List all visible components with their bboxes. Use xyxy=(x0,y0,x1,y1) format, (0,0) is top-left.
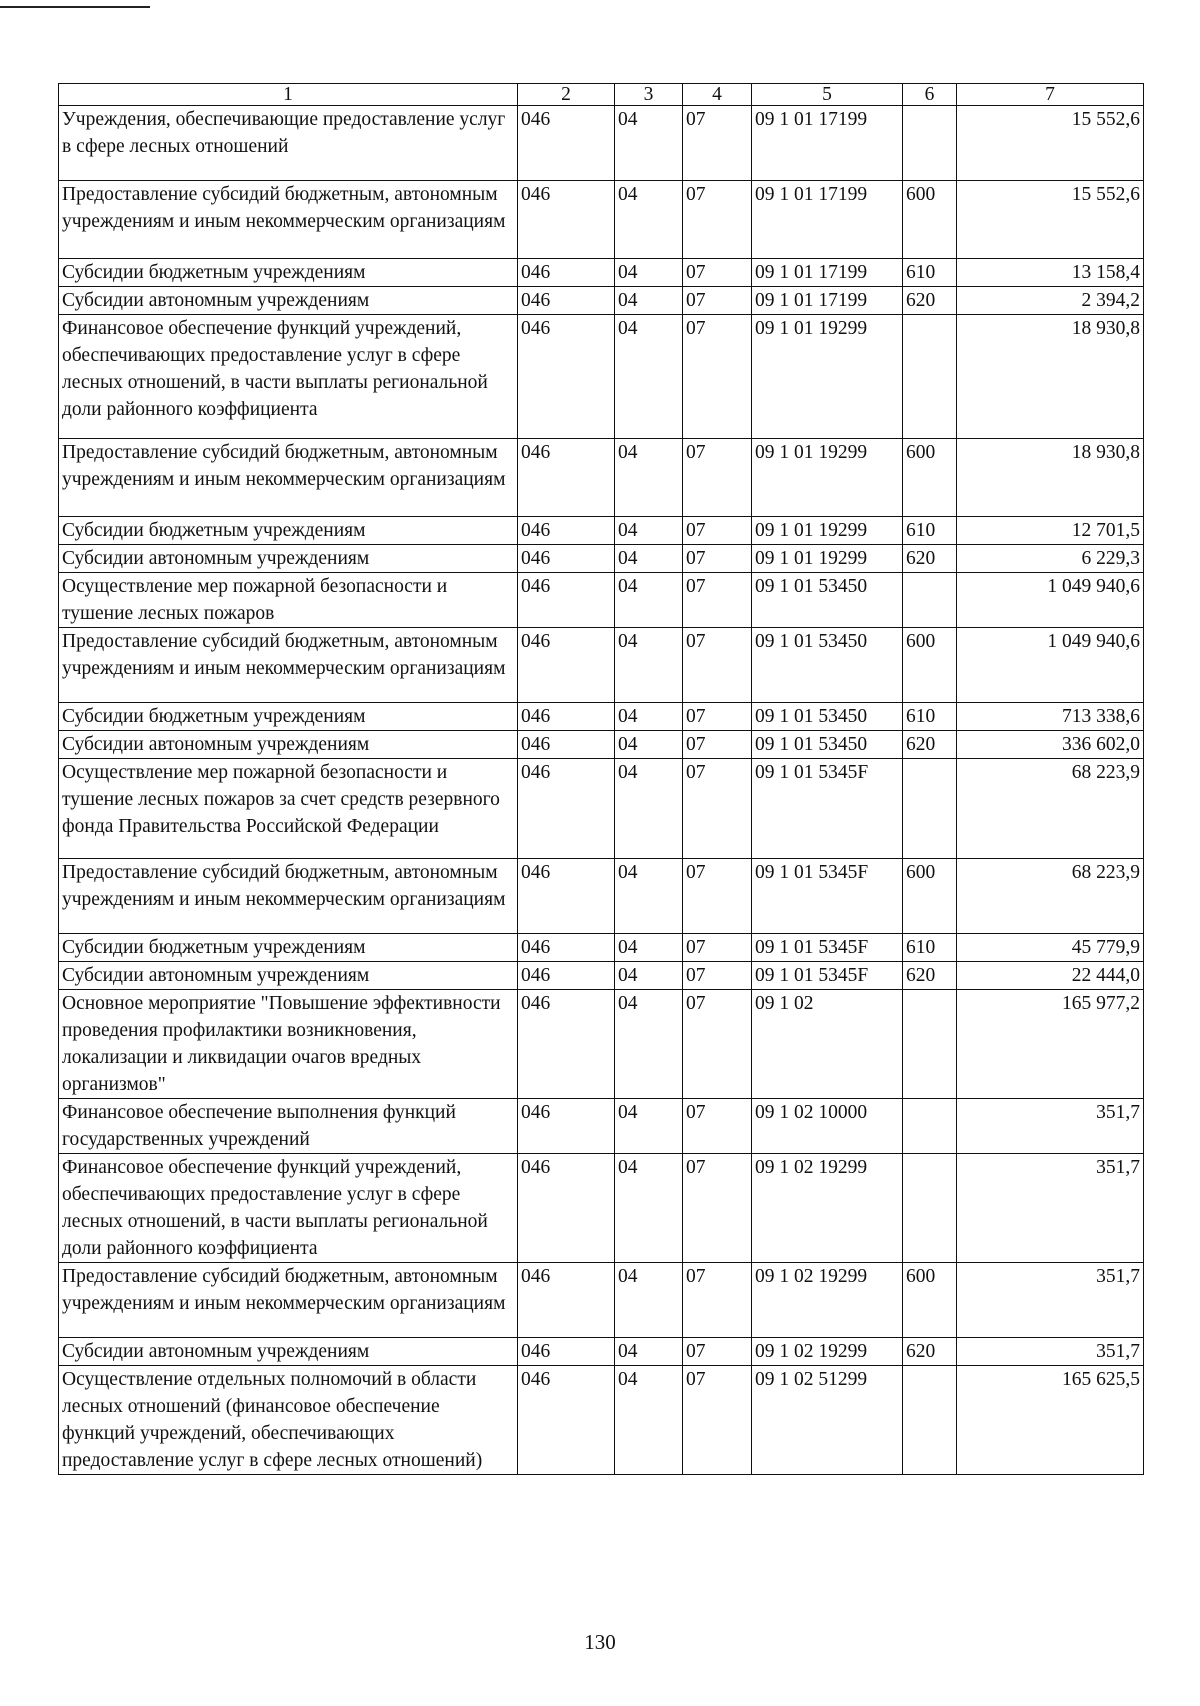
row-section-code: 04 xyxy=(615,1099,683,1154)
table-row xyxy=(59,1154,1144,1263)
table-row xyxy=(59,1338,1144,1366)
row-name: Субсидии бюджетным учреждениям xyxy=(59,517,518,545)
row-expense-type: 620 xyxy=(903,545,957,573)
row-subsection-code: 07 xyxy=(683,287,752,315)
row-target-article: 09 1 01 5345F xyxy=(752,759,903,859)
row-subsection-code: 07 xyxy=(683,545,752,573)
row-chapter-code: 046 xyxy=(518,315,615,439)
row-amount: 18 930,8 xyxy=(957,315,1144,439)
row-name: Субсидии бюджетным учреждениям xyxy=(59,703,518,731)
table-row xyxy=(59,628,1144,703)
row-name: Субсидии автономным учреждениям xyxy=(59,962,518,990)
row-target-article: 09 1 01 53450 xyxy=(752,703,903,731)
row-expense-type xyxy=(903,990,957,1099)
table-row xyxy=(59,259,1144,287)
row-chapter-code: 046 xyxy=(518,259,615,287)
column-header: 6 xyxy=(903,84,957,106)
row-target-article: 09 1 02 xyxy=(752,990,903,1099)
row-section-code: 04 xyxy=(615,315,683,439)
row-section-code: 04 xyxy=(615,545,683,573)
row-amount: 1 049 940,6 xyxy=(957,628,1144,703)
row-expense-type xyxy=(903,759,957,859)
row-expense-type: 600 xyxy=(903,1263,957,1338)
row-chapter-code: 046 xyxy=(518,1366,615,1475)
row-chapter-code: 046 xyxy=(518,990,615,1099)
row-target-article: 09 1 01 17199 xyxy=(752,287,903,315)
row-name: Субсидии автономным учреждениям xyxy=(59,731,518,759)
row-amount: 351,7 xyxy=(957,1154,1144,1263)
row-subsection-code: 07 xyxy=(683,731,752,759)
row-name: Предоставление субсидий бюджетным, автономным учреждениям и иным некоммерческим организациям xyxy=(59,181,518,259)
row-target-article: 09 1 01 5345F xyxy=(752,859,903,934)
row-chapter-code: 046 xyxy=(518,731,615,759)
row-section-code: 04 xyxy=(615,990,683,1099)
table-row xyxy=(59,934,1144,962)
page-number: 130 xyxy=(584,1630,616,1654)
row-target-article: 09 1 01 19299 xyxy=(752,545,903,573)
row-chapter-code: 046 xyxy=(518,628,615,703)
table-row xyxy=(59,181,1144,259)
table-row xyxy=(59,545,1144,573)
row-subsection-code: 07 xyxy=(683,934,752,962)
column-header: 3 xyxy=(615,84,683,106)
row-amount: 351,7 xyxy=(957,1099,1144,1154)
row-target-article: 09 1 01 53450 xyxy=(752,731,903,759)
row-chapter-code: 046 xyxy=(518,759,615,859)
row-expense-type xyxy=(903,1154,957,1263)
row-name: Предоставление субсидий бюджетным, автономным учреждениям и иным некоммерческим организациям xyxy=(59,439,518,517)
row-subsection-code: 07 xyxy=(683,990,752,1099)
row-section-code: 04 xyxy=(615,962,683,990)
row-subsection-code: 07 xyxy=(683,181,752,259)
row-target-article: 09 1 02 19299 xyxy=(752,1154,903,1263)
row-chapter-code: 046 xyxy=(518,106,615,181)
row-amount: 1 049 940,6 xyxy=(957,573,1144,628)
row-amount: 22 444,0 xyxy=(957,962,1144,990)
table-row xyxy=(59,859,1144,934)
row-target-article: 09 1 01 5345F xyxy=(752,934,903,962)
row-target-article: 09 1 02 19299 xyxy=(752,1263,903,1338)
row-subsection-code: 07 xyxy=(683,1154,752,1263)
row-name: Субсидии автономным учреждениям xyxy=(59,545,518,573)
table-row xyxy=(59,731,1144,759)
row-section-code: 04 xyxy=(615,1366,683,1475)
row-expense-type: 610 xyxy=(903,703,957,731)
row-section-code: 04 xyxy=(615,259,683,287)
row-amount: 713 338,6 xyxy=(957,703,1144,731)
row-expense-type: 620 xyxy=(903,962,957,990)
row-chapter-code: 046 xyxy=(518,1099,615,1154)
row-amount: 6 229,3 xyxy=(957,545,1144,573)
table-row xyxy=(59,962,1144,990)
row-subsection-code: 07 xyxy=(683,315,752,439)
row-chapter-code: 046 xyxy=(518,287,615,315)
row-amount: 2 394,2 xyxy=(957,287,1144,315)
row-chapter-code: 046 xyxy=(518,1263,615,1338)
row-target-article: 09 1 02 51299 xyxy=(752,1366,903,1475)
row-expense-type: 610 xyxy=(903,934,957,962)
row-chapter-code: 046 xyxy=(518,573,615,628)
row-name: Осуществление мер пожарной безопасности и тушение лесных пожаров за счет средств резервного фонда Правительства Российской Федерации xyxy=(59,759,518,859)
table-row xyxy=(59,517,1144,545)
row-chapter-code: 046 xyxy=(518,181,615,259)
row-subsection-code: 07 xyxy=(683,1366,752,1475)
table-row xyxy=(59,990,1144,1099)
row-subsection-code: 07 xyxy=(683,106,752,181)
row-expense-type xyxy=(903,106,957,181)
column-header: 5 xyxy=(752,84,903,106)
row-amount: 351,7 xyxy=(957,1338,1144,1366)
row-chapter-code: 046 xyxy=(518,439,615,517)
row-name: Предоставление субсидий бюджетным, автономным учреждениям и иным некоммерческим организациям xyxy=(59,859,518,934)
row-name: Субсидии автономным учреждениям xyxy=(59,287,518,315)
row-subsection-code: 07 xyxy=(683,962,752,990)
row-name: Субсидии бюджетным учреждениям xyxy=(59,934,518,962)
table-row xyxy=(59,1263,1144,1338)
row-name: Субсидии бюджетным учреждениям xyxy=(59,259,518,287)
row-amount: 18 930,8 xyxy=(957,439,1144,517)
row-amount: 45 779,9 xyxy=(957,934,1144,962)
table-row xyxy=(59,759,1144,859)
row-amount: 68 223,9 xyxy=(957,759,1144,859)
row-section-code: 04 xyxy=(615,517,683,545)
column-header: 7 xyxy=(957,84,1144,106)
row-chapter-code: 046 xyxy=(518,1154,615,1263)
row-target-article: 09 1 01 19299 xyxy=(752,439,903,517)
row-expense-type: 600 xyxy=(903,439,957,517)
row-target-article: 09 1 01 17199 xyxy=(752,259,903,287)
header-row xyxy=(59,84,1144,106)
row-section-code: 04 xyxy=(615,106,683,181)
row-amount: 165 977,2 xyxy=(957,990,1144,1099)
column-header: 2 xyxy=(518,84,615,106)
table-row xyxy=(59,573,1144,628)
row-amount: 12 701,5 xyxy=(957,517,1144,545)
column-header: 4 xyxy=(683,84,752,106)
row-expense-type xyxy=(903,315,957,439)
table-row xyxy=(59,287,1144,315)
corner-rule xyxy=(0,6,150,8)
row-target-article: 09 1 01 53450 xyxy=(752,573,903,628)
row-target-article: 09 1 01 17199 xyxy=(752,106,903,181)
row-name: Финансовое обеспечение функций учреждений, обеспечивающих предоставление услуг в сфере лесных отношений, в части выплаты региональной доли районного коэффициента xyxy=(59,315,518,439)
row-section-code: 04 xyxy=(615,1263,683,1338)
row-name: Субсидии автономным учреждениям xyxy=(59,1338,518,1366)
row-expense-type: 620 xyxy=(903,287,957,315)
row-chapter-code: 046 xyxy=(518,934,615,962)
row-name: Основное мероприятие "Повышение эффективности проведения профилактики возникновения, локализации и ликвидации очагов вредных организмов" xyxy=(59,990,518,1099)
row-expense-type xyxy=(903,1366,957,1475)
row-chapter-code: 046 xyxy=(518,962,615,990)
row-target-article: 09 1 01 17199 xyxy=(752,181,903,259)
row-subsection-code: 07 xyxy=(683,573,752,628)
row-chapter-code: 046 xyxy=(518,859,615,934)
row-subsection-code: 07 xyxy=(683,1263,752,1338)
row-name: Предоставление субсидий бюджетным, автономным учреждениям и иным некоммерческим организациям xyxy=(59,1263,518,1338)
row-name: Финансовое обеспечение выполнения функций государственных учреждений xyxy=(59,1099,518,1154)
row-section-code: 04 xyxy=(615,287,683,315)
row-subsection-code: 07 xyxy=(683,1338,752,1366)
row-section-code: 04 xyxy=(615,703,683,731)
row-expense-type: 620 xyxy=(903,731,957,759)
table-row xyxy=(59,439,1144,517)
row-expense-type: 600 xyxy=(903,859,957,934)
row-expense-type xyxy=(903,1099,957,1154)
budget-table xyxy=(58,83,1144,1475)
row-name: Осуществление мер пожарной безопасности и тушение лесных пожаров xyxy=(59,573,518,628)
table-row xyxy=(59,106,1144,181)
table-row xyxy=(59,315,1144,439)
row-target-article: 09 1 01 53450 xyxy=(752,628,903,703)
row-target-article: 09 1 02 19299 xyxy=(752,1338,903,1366)
row-chapter-code: 046 xyxy=(518,517,615,545)
row-expense-type: 610 xyxy=(903,259,957,287)
row-amount: 336 602,0 xyxy=(957,731,1144,759)
row-section-code: 04 xyxy=(615,628,683,703)
row-section-code: 04 xyxy=(615,731,683,759)
row-name: Предоставление субсидий бюджетным, автономным учреждениям и иным некоммерческим организациям xyxy=(59,628,518,703)
row-section-code: 04 xyxy=(615,1154,683,1263)
row-section-code: 04 xyxy=(615,859,683,934)
row-chapter-code: 046 xyxy=(518,545,615,573)
row-expense-type: 600 xyxy=(903,628,957,703)
row-target-article: 09 1 01 5345F xyxy=(752,962,903,990)
row-name: Осуществление отдельных полномочий в области лесных отношений (финансовое обеспечение функций учреждений, обеспечивающих предоставление услуг в сфере лесных отношений) xyxy=(59,1366,518,1475)
table-row xyxy=(59,1366,1144,1475)
row-expense-type: 610 xyxy=(903,517,957,545)
row-section-code: 04 xyxy=(615,439,683,517)
row-subsection-code: 07 xyxy=(683,759,752,859)
row-subsection-code: 07 xyxy=(683,703,752,731)
row-subsection-code: 07 xyxy=(683,1099,752,1154)
table-row xyxy=(59,1099,1144,1154)
row-amount: 68 223,9 xyxy=(957,859,1144,934)
row-target-article: 09 1 01 19299 xyxy=(752,315,903,439)
column-header: 1 xyxy=(59,84,518,106)
row-expense-type xyxy=(903,573,957,628)
row-amount: 13 158,4 xyxy=(957,259,1144,287)
row-subsection-code: 07 xyxy=(683,628,752,703)
table-row xyxy=(59,703,1144,731)
row-subsection-code: 07 xyxy=(683,517,752,545)
row-expense-type: 620 xyxy=(903,1338,957,1366)
row-subsection-code: 07 xyxy=(683,439,752,517)
row-amount: 165 625,5 xyxy=(957,1366,1144,1475)
row-chapter-code: 046 xyxy=(518,1338,615,1366)
row-subsection-code: 07 xyxy=(683,859,752,934)
row-chapter-code: 046 xyxy=(518,703,615,731)
row-target-article: 09 1 01 19299 xyxy=(752,517,903,545)
row-amount: 15 552,6 xyxy=(957,106,1144,181)
row-expense-type: 600 xyxy=(903,181,957,259)
row-subsection-code: 07 xyxy=(683,259,752,287)
row-amount: 351,7 xyxy=(957,1263,1144,1338)
row-section-code: 04 xyxy=(615,934,683,962)
row-section-code: 04 xyxy=(615,1338,683,1366)
row-name: Финансовое обеспечение функций учреждений, обеспечивающих предоставление услуг в сфере лесных отношений, в части выплаты региональной доли районного коэффициента xyxy=(59,1154,518,1263)
row-target-article: 09 1 02 10000 xyxy=(752,1099,903,1154)
row-amount: 15 552,6 xyxy=(957,181,1144,259)
row-name: Учреждения, обеспечивающие предоставление услуг в сфере лесных отношений xyxy=(59,106,518,181)
row-section-code: 04 xyxy=(615,759,683,859)
row-section-code: 04 xyxy=(615,181,683,259)
row-section-code: 04 xyxy=(615,573,683,628)
